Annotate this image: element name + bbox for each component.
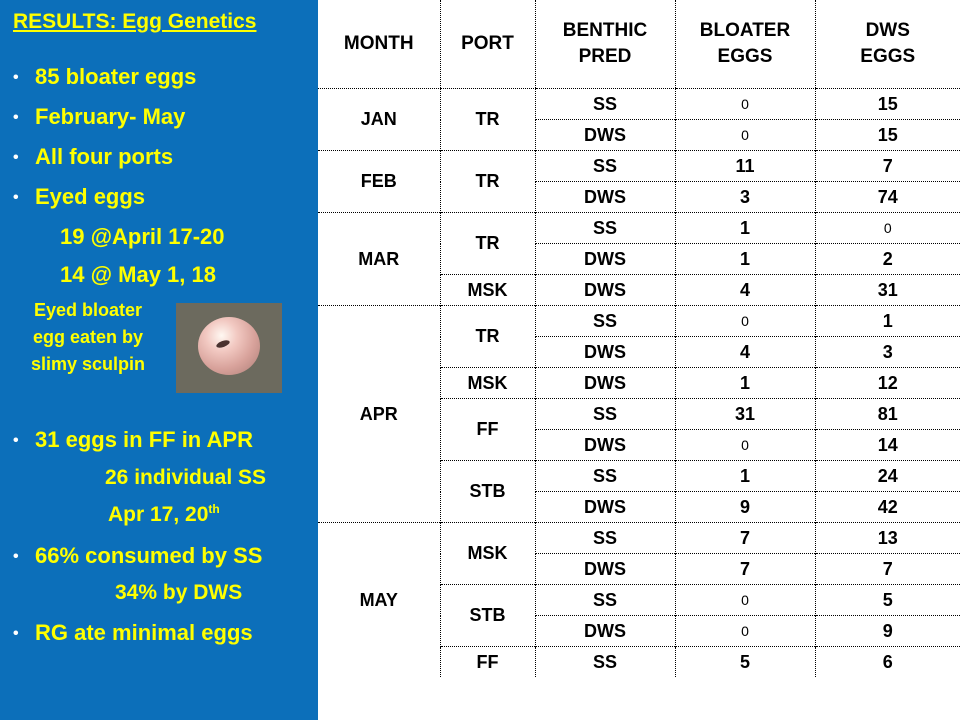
cell-dws: 74 — [815, 182, 960, 213]
cell-pred: DWS — [535, 337, 675, 368]
cell-bloater: 4 — [675, 275, 815, 306]
cell-bloater: 4 — [675, 337, 815, 368]
cell-dws: 2 — [815, 244, 960, 275]
cell-bloater: 5 — [675, 647, 815, 678]
bullet-dot-icon: • — [13, 432, 19, 449]
egg-results-table — [318, 0, 960, 677]
header-dws-eggs: DWS EGGS — [815, 0, 960, 89]
cell-port: TR — [440, 213, 535, 275]
slide-title: RESULTS: Egg Genetics — [13, 10, 257, 33]
bullet-rg: • RG ate minimal eggs — [13, 620, 253, 645]
cell-dws: 3 — [815, 337, 960, 368]
cell-bloater: 1 — [675, 244, 815, 275]
cell-port: FF — [440, 399, 535, 461]
cell-pred: SS — [535, 89, 675, 120]
cell-month: FEB — [318, 151, 440, 213]
eyed-may: 14 @ May 1, 18 — [60, 262, 216, 287]
bullet-dot-icon: • — [13, 69, 19, 86]
cell-pred: DWS — [535, 616, 675, 647]
table-row — [318, 89, 960, 120]
cell-dws: 13 — [815, 523, 960, 554]
cell-port: MSK — [440, 275, 535, 306]
table-header-row — [318, 0, 960, 89]
cell-dws: 15 — [815, 120, 960, 151]
cell-pred: DWS — [535, 244, 675, 275]
cell-port: TR — [440, 306, 535, 368]
cell-bloater: 0 — [675, 585, 815, 616]
cell-pred: SS — [535, 151, 675, 182]
cell-port: STB — [440, 585, 535, 647]
cell-pred: DWS — [535, 275, 675, 306]
cell-dws: 9 — [815, 616, 960, 647]
cell-port: TR — [440, 151, 535, 213]
table-body — [318, 89, 960, 678]
bullet-dot-icon: • — [13, 149, 19, 166]
bullet-consumed: • 66% consumed by SS — [13, 543, 263, 568]
cell-bloater: 31 — [675, 399, 815, 430]
egg-photo — [176, 303, 282, 393]
cell-pred: DWS — [535, 430, 675, 461]
bullet-bloater-eggs: • 85 bloater eggs — [13, 64, 197, 89]
cell-month: MAR — [318, 213, 440, 306]
bullet-dot-icon: • — [13, 109, 19, 126]
cell-bloater: 0 — [675, 616, 815, 647]
eyed-april: 19 @April 17-20 — [60, 224, 225, 249]
cell-pred: DWS — [535, 492, 675, 523]
bullet-months: • February- May — [13, 104, 186, 129]
cell-pred: DWS — [535, 182, 675, 213]
cell-bloater: 0 — [675, 430, 815, 461]
cell-dws: 1 — [815, 306, 960, 337]
header-month: MONTH — [318, 0, 440, 89]
cell-bloater: 0 — [675, 120, 815, 151]
consumed-by-dws: 34% by DWS — [115, 581, 243, 604]
header-benthic-pred: BENTHIC PRED — [535, 0, 675, 89]
results-table-panel — [318, 0, 960, 720]
cell-port: FF — [440, 647, 535, 678]
cell-port: MSK — [440, 523, 535, 585]
ff-dates: Apr 17, 20th — [108, 502, 220, 526]
cell-bloater: 3 — [675, 182, 815, 213]
cell-bloater: 7 — [675, 523, 815, 554]
cell-pred: SS — [535, 461, 675, 492]
cell-dws: 7 — [815, 151, 960, 182]
bullet-dot-icon: • — [13, 548, 19, 565]
bullet-eyed-eggs: • Eyed eggs — [13, 184, 146, 209]
cell-dws: 6 — [815, 647, 960, 678]
bullet-ports: • All four ports — [13, 144, 174, 169]
cell-month: MAY — [318, 523, 440, 678]
bullet-ff-eggs: • 31 eggs in FF in APR — [13, 427, 253, 452]
cell-dws: 24 — [815, 461, 960, 492]
cell-pred: DWS — [535, 368, 675, 399]
cell-bloater: 0 — [675, 89, 815, 120]
cell-month: JAN — [318, 89, 440, 151]
cell-bloater: 11 — [675, 151, 815, 182]
header-port: PORT — [440, 0, 535, 89]
cell-bloater: 1 — [675, 213, 815, 244]
ff-individual-ss: 26 individual SS — [105, 466, 267, 489]
left-panel — [0, 0, 318, 720]
cell-pred: DWS — [535, 120, 675, 151]
table-row — [318, 213, 960, 244]
egg-icon — [198, 317, 260, 375]
bullet-dot-icon: • — [13, 625, 19, 642]
header-bloater-eggs: BLOATER EGGS — [675, 0, 815, 89]
cell-pred: SS — [535, 647, 675, 678]
table-row — [318, 151, 960, 182]
cell-bloater: 9 — [675, 492, 815, 523]
cell-dws: 5 — [815, 585, 960, 616]
cell-bloater: 1 — [675, 461, 815, 492]
cell-pred: SS — [535, 585, 675, 616]
cell-pred: SS — [535, 213, 675, 244]
cell-bloater: 1 — [675, 368, 815, 399]
cell-port: TR — [440, 89, 535, 151]
table-row — [318, 306, 960, 337]
cell-month: APR — [318, 306, 440, 523]
table-row — [318, 523, 960, 554]
cell-dws: 0 — [815, 213, 960, 244]
bullet-dot-icon: • — [13, 189, 19, 206]
cell-port: STB — [440, 461, 535, 523]
cell-dws: 42 — [815, 492, 960, 523]
cell-dws: 7 — [815, 554, 960, 585]
cell-dws: 12 — [815, 368, 960, 399]
cell-port: MSK — [440, 368, 535, 399]
cell-dws: 14 — [815, 430, 960, 461]
photo-caption: Eyed bloater egg eaten by slimy sculpin — [30, 300, 146, 374]
cell-dws: 15 — [815, 89, 960, 120]
cell-dws: 81 — [815, 399, 960, 430]
cell-bloater: 7 — [675, 554, 815, 585]
cell-pred: SS — [535, 399, 675, 430]
cell-dws: 31 — [815, 275, 960, 306]
cell-pred: DWS — [535, 554, 675, 585]
cell-pred: SS — [535, 306, 675, 337]
cell-pred: SS — [535, 523, 675, 554]
cell-bloater: 0 — [675, 306, 815, 337]
